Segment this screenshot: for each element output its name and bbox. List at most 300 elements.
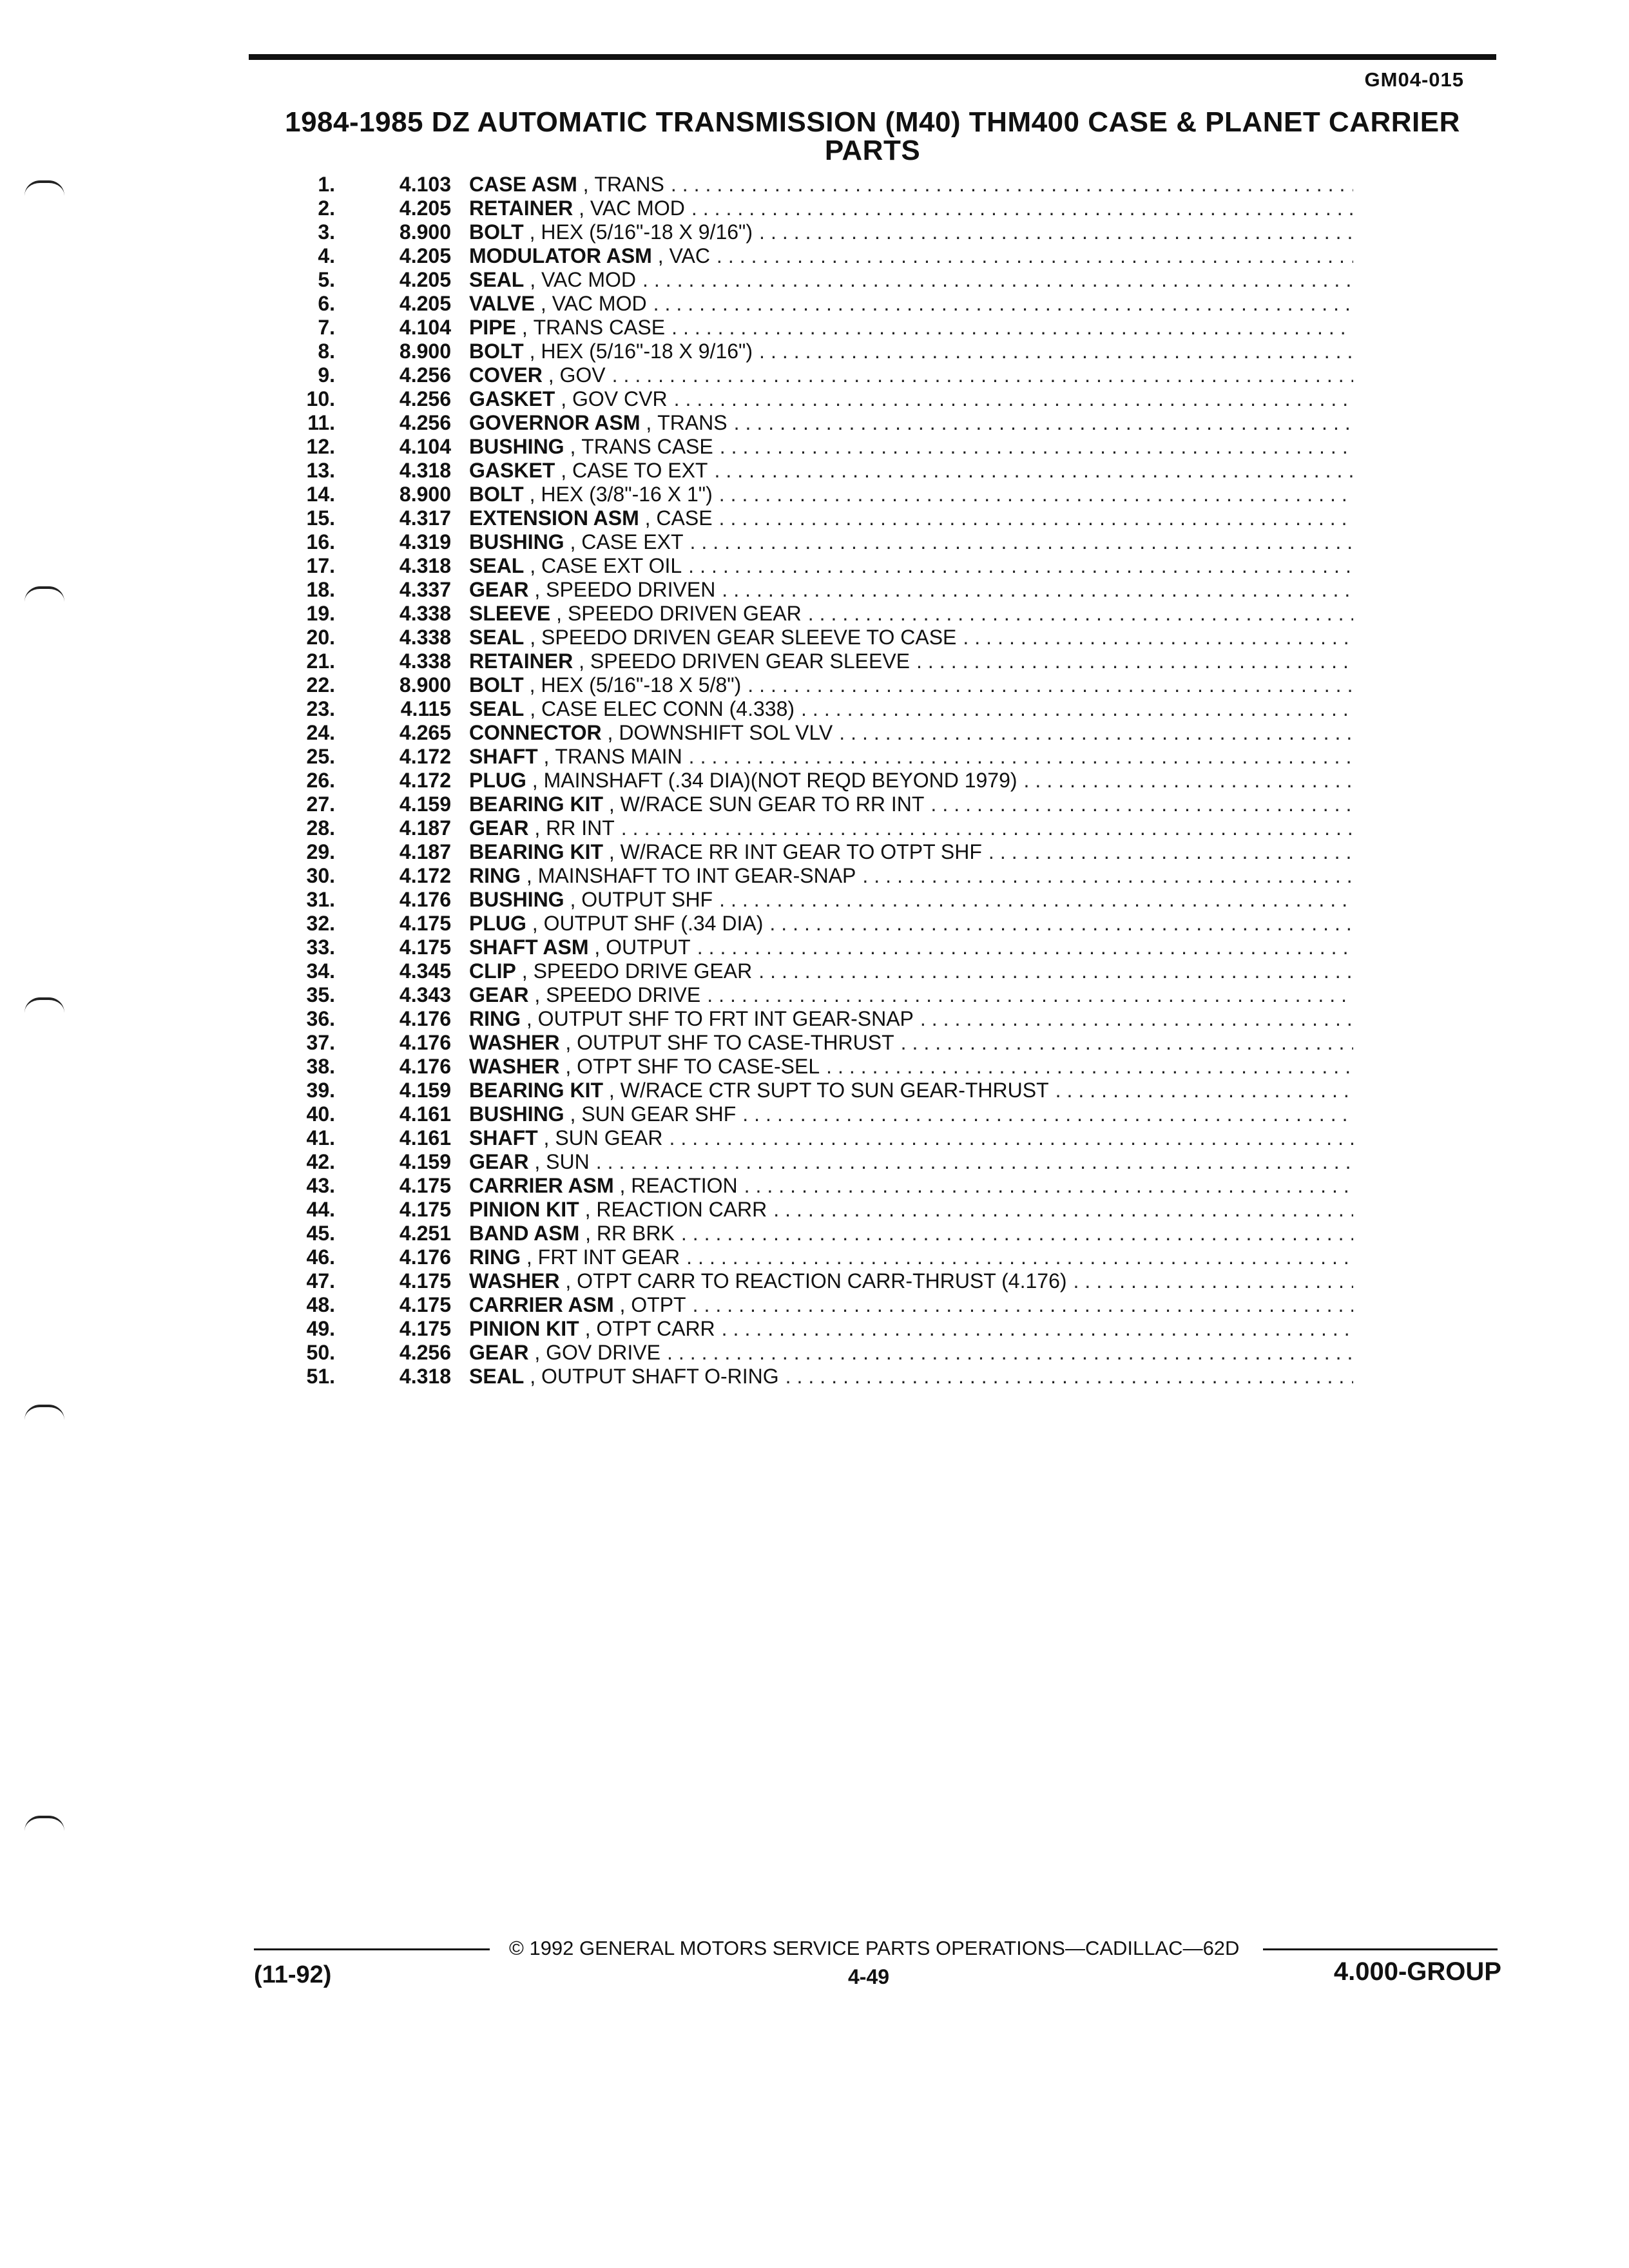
part-detail: SPEEDO DRIVE [546,983,701,1006]
header-rule [249,54,1496,60]
list-item [258,459,1353,483]
separator: , [603,1079,621,1102]
dot-leader [682,554,1353,578]
item-number: 46. [306,1245,335,1269]
part-name: CASE ASM [469,173,577,196]
list-item [258,697,1353,721]
item-number: 3. [318,220,335,244]
part-name: BUSHING [469,530,564,553]
part-name: COVER [469,363,543,387]
dot-leader [924,793,1353,816]
part-detail: W/RACE CTR SUPT TO SUN GEAR-THRUST [620,1079,1049,1102]
list-item [258,769,1353,793]
group-number: 4.187 [399,816,451,840]
part-name: MODULATOR ASM [469,244,652,267]
separator: , [524,626,542,649]
item-number: 49. [306,1317,335,1340]
part-detail: OUTPUT SHF TO FRT INT GEAR-SNAP [537,1007,914,1030]
group-number: 4.172 [399,769,451,792]
dot-leader [715,578,1353,602]
part-name: BAND ASM [469,1222,580,1245]
part-name: BOLT [469,483,524,506]
group-number: 4.175 [399,936,451,959]
item-description [469,888,1353,912]
part-detail: TRANS CASE [581,435,713,458]
list-item [258,387,1353,411]
separator: , [564,530,582,553]
separator: , [559,1269,577,1293]
separator: , [639,506,657,530]
separator: , [550,602,568,625]
item-number: 36. [306,1007,335,1030]
list-item [258,959,1353,983]
separator: , [559,1055,577,1078]
group-number: 4.205 [399,244,451,267]
group-number: 4.176 [399,1055,451,1078]
part-name: PLUG [469,769,526,792]
part-detail: GOV CVR [572,387,668,410]
separator: , [523,673,541,697]
item-number: 16. [306,530,335,553]
dot-leader [795,697,1353,721]
separator: , [528,816,546,840]
item-description [469,1102,1353,1126]
list-item [258,649,1353,673]
group-number: 4.159 [399,793,451,816]
item-description [469,173,1353,197]
separator: , [579,1198,597,1221]
item-description [469,316,1353,340]
dot-leader [684,530,1354,554]
list-item [258,292,1353,316]
dot-leader [713,483,1353,506]
part-detail: OUTPUT [606,936,691,959]
dot-leader [1067,1269,1353,1293]
group-number: 4.161 [399,1102,451,1126]
group-number: 4.104 [399,435,451,458]
group-number: 4.205 [399,292,451,315]
dot-leader [675,1222,1353,1245]
group-number: 4.205 [399,197,451,220]
list-item [258,530,1353,554]
item-number: 34. [306,959,335,983]
list-item [258,173,1353,197]
separator: , [542,363,560,387]
separator: , [528,1150,546,1173]
list-item [258,912,1353,936]
item-number: 28. [306,816,335,840]
item-number: 6. [318,292,335,315]
group-number: 4.187 [399,840,451,863]
part-detail: SPEEDO DRIVE GEAR [533,959,753,983]
group-number: 4.175 [399,1198,451,1221]
dot-leader [910,649,1353,673]
dot-leader [820,1055,1353,1079]
item-number: 2. [318,197,335,220]
item-description [469,483,1353,506]
list-item [258,1198,1353,1222]
item-description [469,1365,1353,1389]
item-description [469,1126,1353,1150]
part-name: SHAFT [469,1126,538,1149]
item-description [469,816,1353,840]
group-number: 4.176 [399,1031,451,1054]
part-detail: REACTION CARR [596,1198,767,1221]
list-item [258,793,1353,816]
item-description [469,793,1353,816]
part-detail: W/RACE SUN GEAR TO RR INT [620,793,925,816]
part-detail: CASE [656,506,713,530]
list-item [258,1222,1353,1245]
item-description [469,197,1353,220]
dot-leader [685,197,1353,220]
dot-leader [753,340,1353,363]
group-number: 4.265 [399,721,451,744]
separator: , [521,1245,538,1269]
part-name: PIPE [469,316,516,339]
item-number: 26. [306,769,335,792]
part-name: CLIP [469,959,516,983]
part-detail: OUTPUT SHF (.34 DIA) [543,912,764,935]
item-description [469,602,1353,626]
group-number: 4.175 [399,1174,451,1197]
item-description [469,649,1353,673]
list-item [258,1031,1353,1055]
group-number: 4.176 [399,1245,451,1269]
item-description [469,1150,1353,1174]
dot-leader [1017,769,1353,793]
separator: , [516,959,534,983]
item-description [469,268,1353,292]
dot-leader [779,1365,1353,1389]
part-name: BOLT [469,340,524,363]
group-number: 4.256 [399,363,451,387]
dot-leader [982,840,1353,864]
list-item [258,626,1353,649]
part-detail: SPEEDO DRIVEN [546,578,716,601]
separator: , [523,220,541,244]
group-number: 8.900 [399,340,451,363]
dot-leader [713,888,1353,912]
item-description [469,1341,1353,1365]
item-description [469,936,1353,959]
item-number: 4. [318,244,335,267]
part-name: BOLT [469,220,524,244]
item-number: 31. [306,888,335,911]
part-name: BUSHING [469,1102,564,1126]
separator: , [524,1365,542,1388]
item-number: 25. [306,745,335,768]
item-description [469,1317,1353,1341]
item-number: 12. [306,435,335,458]
item-description [469,1079,1353,1102]
list-item [258,840,1353,864]
dot-leader [956,626,1353,649]
list-item [258,1365,1353,1389]
item-number: 48. [306,1293,335,1316]
binder-mark [24,997,64,1013]
item-number: 21. [306,649,335,673]
dot-leader [767,1198,1353,1222]
list-item [258,1079,1353,1102]
part-detail: OTPT SHF TO CASE-SEL [577,1055,820,1078]
part-detail: CASE EXT [581,530,684,553]
part-detail: SPEEDO DRIVEN GEAR SLEEVE [590,649,911,673]
list-item [258,220,1353,244]
item-number: 14. [306,483,335,506]
item-number: 44. [306,1198,335,1221]
item-number: 17. [306,554,335,577]
part-name: GEAR [469,1150,529,1173]
part-name: VALVE [469,292,535,315]
group-number: 4.205 [399,268,451,291]
separator: , [523,340,541,363]
title-line-2: PARTS [824,135,921,166]
item-number: 27. [306,793,335,816]
separator: , [564,888,582,911]
item-description [469,1293,1353,1317]
item-number: 23. [306,697,335,720]
separator: , [559,1031,577,1054]
part-name: BUSHING [469,435,564,458]
item-description [469,554,1353,578]
list-item [258,864,1353,888]
item-description [469,840,1353,864]
page-title [249,108,1496,165]
part-name: RING [469,1007,521,1030]
separator: , [577,173,595,196]
item-description [469,459,1353,483]
item-description [469,1055,1353,1079]
group-number: 4.175 [399,912,451,935]
group-number: 4.318 [399,1365,451,1388]
part-detail: REACTION [631,1174,738,1197]
group-number: 4.319 [399,530,451,553]
group-number: 4.256 [399,411,451,434]
list-item [258,578,1353,602]
part-name: SEAL [469,554,525,577]
item-description [469,530,1353,554]
parts-list [258,173,1353,1389]
part-detail: SPEEDO DRIVEN GEAR [567,602,802,625]
part-name: BOLT [469,673,524,697]
dot-leader [713,435,1353,459]
group-number: 4.337 [399,578,451,601]
copyright-notice: © 1992 GENERAL MOTORS SERVICE PARTS OPERATIONS—CADILLAC—62D [509,1937,1240,1959]
dot-leader [894,1031,1353,1055]
item-number: 39. [306,1079,335,1102]
separator: , [564,435,582,458]
item-description [469,435,1353,459]
dot-leader [636,268,1353,292]
part-name: CARRIER ASM [469,1174,614,1197]
binder-mark [24,180,64,196]
item-number: 51. [306,1365,335,1388]
part-name: EXTENSION ASM [469,506,639,530]
separator: , [524,268,542,291]
dot-leader [802,602,1353,626]
part-detail: GOV DRIVE [546,1341,660,1364]
dot-leader [682,745,1353,769]
item-description [469,340,1353,363]
part-detail: TRANS [594,173,664,196]
part-detail: OTPT CARR TO REACTION CARR-THRUST (4.176) [577,1269,1067,1293]
group-number: 8.900 [399,483,451,506]
part-detail: DOWNSHIFT SOL VLV [619,721,833,744]
dot-leader [662,1126,1353,1150]
group-number: 4.172 [399,745,451,768]
separator: , [555,387,573,410]
part-name: GOVERNOR ASM [469,411,641,434]
separator: , [564,1102,582,1126]
group-number: 4.175 [399,1293,451,1316]
part-name: GEAR [469,1341,529,1364]
part-detail: OTPT CARR [596,1317,715,1340]
part-name: RETAINER [469,197,574,220]
dot-leader [680,1245,1353,1269]
list-item [258,1269,1353,1293]
part-name: SEAL [469,697,525,720]
item-description [469,983,1353,1007]
part-detail: TRANS MAIN [555,745,682,768]
part-name: SEAL [469,268,525,291]
separator: , [524,554,542,577]
item-number: 15. [306,506,335,530]
item-number: 43. [306,1174,335,1197]
part-detail: OTPT [631,1293,686,1316]
item-number: 20. [306,626,335,649]
list-item [258,1174,1353,1198]
list-item [258,1245,1353,1269]
part-name: SHAFT [469,745,538,768]
separator: , [528,1341,546,1364]
list-item [258,268,1353,292]
part-detail: TRANS CASE [533,316,666,339]
group-number: 4.256 [399,387,451,410]
separator: , [528,983,546,1006]
document-code: GM04-015 [1364,68,1464,91]
part-detail: CASE ELEC CONN (4.338) [541,697,795,720]
part-name: SEAL [469,626,525,649]
part-name: PLUG [469,912,526,935]
item-number: 10. [306,387,335,410]
item-description [469,912,1353,936]
item-description [469,959,1353,983]
part-detail: W/RACE RR INT GEAR TO OTPT SHF [620,840,982,863]
group-number: 4.338 [399,602,451,625]
list-item [258,363,1353,387]
part-detail: VAC MOD [541,268,636,291]
group-number: 4.338 [399,626,451,649]
item-number: 13. [306,459,335,482]
list-item [258,1007,1353,1031]
separator: , [537,745,555,768]
item-number: 37. [306,1031,335,1054]
separator: , [521,864,538,887]
list-item [258,1150,1353,1174]
footer-rule-right [1263,1948,1498,1950]
group-number: 4.175 [399,1269,451,1293]
item-description [469,1245,1353,1269]
item-description [469,673,1353,697]
part-name: BUSHING [469,888,564,911]
list-item [258,1293,1353,1317]
part-detail: GOV [559,363,606,387]
item-number: 1. [318,173,335,196]
item-description [469,1031,1353,1055]
part-name: BEARING KIT [469,1079,603,1102]
part-detail: CASE EXT OIL [541,554,682,577]
separator: , [555,459,573,482]
group-number: 4.176 [399,888,451,911]
part-detail: SPEEDO DRIVEN GEAR SLEEVE TO CASE [541,626,957,649]
dot-leader [686,1293,1353,1317]
separator: , [603,840,621,863]
item-description [469,1198,1353,1222]
group-number: 4.159 [399,1150,451,1173]
item-number: 11. [307,411,335,434]
separator: , [579,1317,597,1340]
group-number: 4.172 [399,864,451,887]
dot-leader [708,459,1353,483]
list-item [258,316,1353,340]
dot-leader [691,936,1353,959]
item-description [469,387,1353,411]
binder-mark [24,1816,64,1831]
item-number: 5. [318,268,335,291]
list-item [258,1126,1353,1150]
separator: , [534,292,552,315]
separator: , [526,912,544,935]
item-number: 47. [306,1269,335,1293]
separator: , [521,1007,538,1030]
dot-leader [590,1150,1353,1174]
part-detail: OUTPUT SHF TO CASE-THRUST [577,1031,894,1054]
dot-leader [660,1341,1353,1365]
group-number: 8.900 [399,220,451,244]
part-detail: MAINSHAFT (.34 DIA)(NOT REQD BEYOND 1979) [543,769,1017,792]
dot-leader [647,292,1353,316]
item-description [469,220,1353,244]
item-number: 38. [306,1055,335,1078]
separator: , [523,483,541,506]
part-name: GASKET [469,459,555,482]
item-number: 41. [306,1126,335,1149]
part-name: WASHER [469,1269,560,1293]
part-name: GEAR [469,983,529,1006]
group-number: 4.251 [399,1222,451,1245]
part-name: WASHER [469,1031,560,1054]
part-detail: OUTPUT SHF [581,888,713,911]
list-item [258,340,1353,363]
item-number: 22. [306,673,335,697]
separator: , [516,316,534,339]
part-detail: HEX (5/16"-18 X 9/16") [541,220,753,244]
item-number: 35. [306,983,335,1006]
binder-mark [24,586,64,602]
item-number: 24. [306,721,335,744]
item-number: 45. [306,1222,335,1245]
dot-leader [713,506,1353,530]
separator: , [603,793,621,816]
dot-leader [753,220,1353,244]
part-name: GEAR [469,578,529,601]
list-item [258,673,1353,697]
separator: , [640,411,658,434]
item-description [469,626,1353,649]
dot-leader [763,912,1353,936]
part-detail: RR INT [546,816,615,840]
